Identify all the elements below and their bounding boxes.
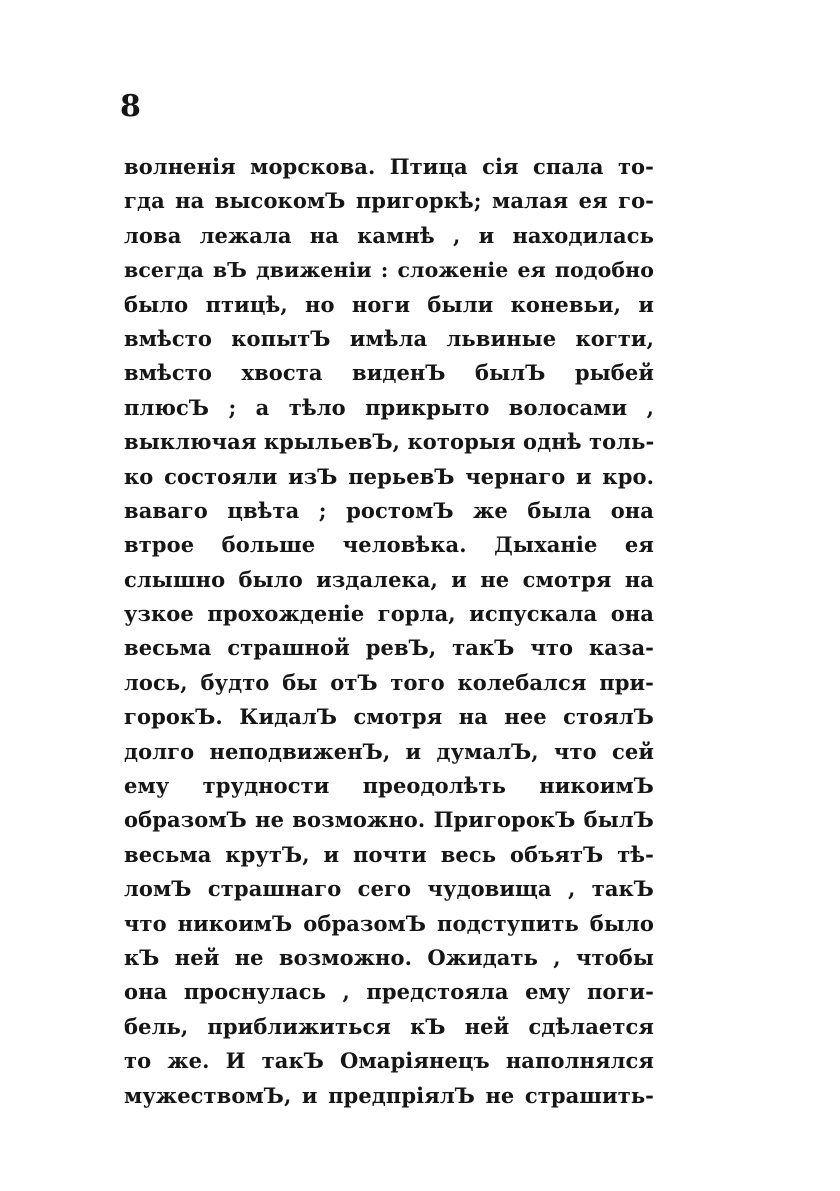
text-line: лось, будто бы отЪ того колебался при- — [124, 669, 654, 695]
text-line: ломЪ страшнаго сего чудовища , такЪ — [124, 876, 654, 902]
text-line: волненія морскова. Птица сія спала то- — [124, 154, 654, 179]
text-line: ваваго цвѣта ; ростомЪ же была она — [124, 497, 654, 523]
text-line: гда на высокомЪ пригоркѣ; малая ея го- — [124, 188, 654, 214]
text-line: узкое прохожденіе горла, испускала она — [124, 601, 654, 627]
text-line: ему трудности преодолѣть никоимЪ — [124, 773, 654, 799]
body-text — [124, 150, 654, 1113]
text-line: что никоимЪ образомЪ подступить было — [124, 910, 654, 936]
text-line: то же. И такЪ Омаріянецъ наполнялся — [124, 1048, 654, 1074]
text-line: вмѣсто хвоста виденЪ былЪ рыбей — [124, 360, 654, 386]
text-line: она проснулась , предстояла ему поги- — [124, 979, 654, 1005]
text-line: втрое больше человѣка. Дыханіе ея — [124, 532, 654, 558]
text-line: весьма страшной ревЪ, такЪ что каза- — [124, 635, 654, 661]
text-line: горокЪ. КидалЪ смотря на нее стоялЪ — [124, 704, 654, 730]
page-number: 8 — [120, 89, 141, 124]
text-line: долго неподвиженЪ, и думалЪ, что сей — [124, 738, 654, 764]
text-line: плюсЪ ; а тѣло прикрыто волосами , — [124, 394, 654, 420]
text-line: слышно было издалека, и не смотря на — [124, 566, 654, 592]
text-line: всегда вЪ движеніи : сложеніе ея подобно — [124, 258, 654, 283]
text-line: кЪ ней не возможно. Ожидать , чтобы — [124, 944, 654, 970]
text-line: было птицѣ, но ноги были коневьи, и — [124, 291, 654, 317]
text-line: ко состояли изЪ перьевЪ чернаго и кро. — [124, 463, 654, 489]
text-line: образомЪ не возможно. ПригорокЪ былЪ — [124, 807, 654, 833]
text-line: бель, приближиться кЪ ней сдѣлается — [124, 1013, 654, 1039]
text-line: выключая крыльевЪ, которыя однѣ толь- — [124, 429, 654, 455]
text-line: вмѣсто копытЪ имѣла львиные когти, — [124, 325, 654, 351]
text-line: мужествомЪ, и предпріялЪ не страшить- — [124, 1082, 654, 1108]
text-line: лова лежала на камнѣ , и находилась — [124, 222, 654, 248]
text-line: весьма крутЪ, и почти весь объятЪ тѣ- — [124, 841, 654, 867]
